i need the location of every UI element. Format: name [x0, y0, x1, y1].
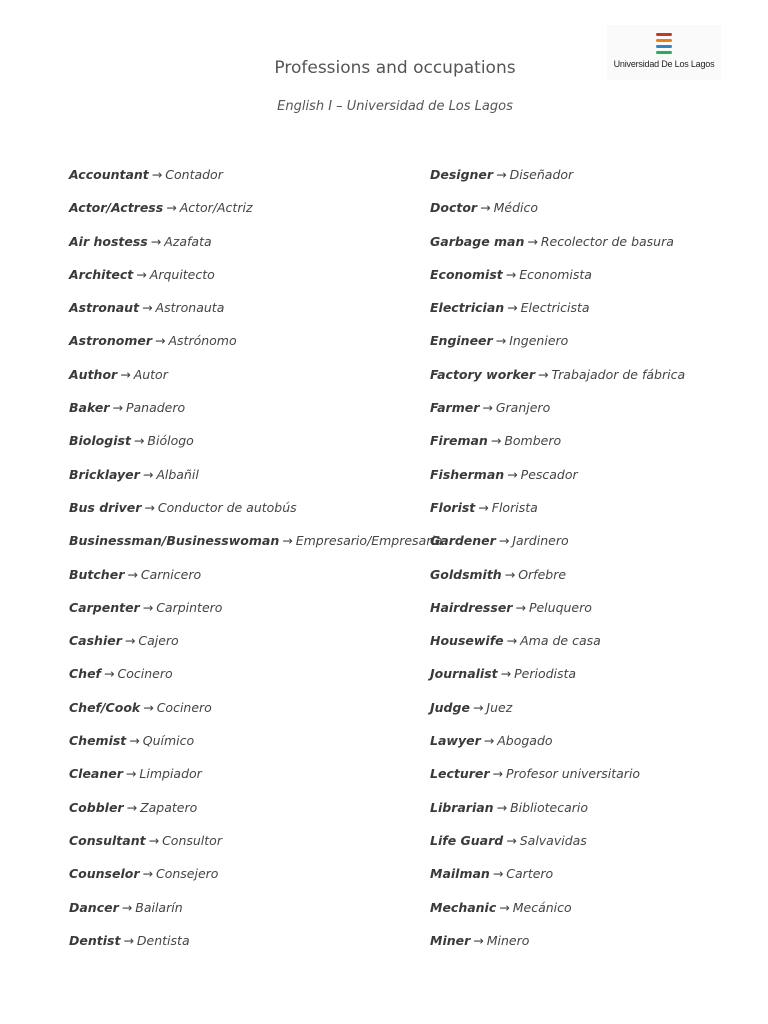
english-term: Astronomer [69, 333, 152, 349]
logo-stripe [656, 51, 672, 54]
profession-entry [430, 167, 750, 184]
spanish-translation: Médico [493, 200, 538, 216]
arrow-icon: → [496, 799, 508, 815]
english-term: Bus driver [69, 499, 142, 515]
spanish-translation: Arquitecto [149, 266, 215, 282]
spanish-translation: Salvavidas [519, 832, 587, 848]
spanish-translation: Recolector de basura [540, 233, 674, 249]
arrow-icon: → [482, 400, 493, 416]
arrow-icon: → [282, 533, 293, 549]
profession-entry [69, 567, 369, 584]
arrow-icon: → [126, 799, 138, 815]
arrow-icon: → [136, 266, 147, 282]
profession-entry [69, 467, 369, 484]
arrow-icon: → [124, 633, 136, 649]
flag-icon [656, 33, 672, 55]
arrow-icon: → [492, 766, 504, 782]
arrow-icon: → [121, 899, 133, 915]
profession-entry [69, 400, 369, 417]
spanish-translation: Granjero [495, 400, 551, 416]
profession-entry [69, 200, 369, 217]
spanish-translation: Ingeniero [509, 333, 569, 349]
profession-entry [69, 533, 443, 550]
english-term: Chemist [69, 733, 127, 749]
spanish-translation: Carnicero [140, 566, 202, 582]
spanish-translation: Conductor de autobús [157, 499, 297, 515]
arrow-icon: → [120, 366, 131, 382]
spanish-translation: Actor/Actriz [179, 200, 253, 216]
arrow-icon: → [133, 433, 145, 449]
spanish-translation: Pescador [520, 466, 578, 482]
profession-entry [69, 800, 369, 817]
spanish-translation: Trabajador de fábrica [551, 366, 686, 382]
arrow-icon: → [498, 533, 510, 549]
spanish-translation: Abogado [497, 733, 553, 749]
profession-entry [430, 467, 750, 484]
english-term: Journalist [430, 666, 498, 682]
profession-entry [69, 367, 369, 384]
english-term: Engineer [430, 333, 493, 349]
english-term: Cleaner [69, 766, 123, 782]
arrow-icon: → [538, 366, 549, 382]
profession-entry [69, 433, 369, 450]
arrow-icon: → [506, 832, 517, 848]
english-term: Designer [430, 167, 494, 182]
profession-entry [430, 567, 750, 584]
english-term: Gardener [430, 533, 496, 549]
arrow-icon: → [492, 866, 504, 882]
profession-entry [430, 733, 750, 750]
arrow-icon: → [478, 499, 489, 515]
profession-entry [430, 433, 750, 450]
english-term: Butcher [69, 566, 125, 582]
arrow-icon: → [495, 333, 507, 349]
spanish-translation: Contador [165, 167, 223, 182]
english-term: Dancer [69, 899, 119, 915]
spanish-translation: Cocinero [117, 666, 173, 682]
english-term: Judge [430, 699, 470, 715]
english-term: Fireman [430, 433, 488, 449]
profession-entry [69, 633, 369, 650]
spanish-translation: Cajero [138, 633, 179, 649]
arrow-icon: → [112, 400, 123, 416]
arrow-icon: → [144, 499, 155, 515]
profession-entry [430, 700, 750, 717]
spanish-translation: Peluquero [528, 599, 592, 615]
arrow-icon: → [473, 932, 484, 948]
profession-entry [69, 733, 369, 750]
spanish-translation: Empresario/Empresaria [295, 533, 443, 549]
english-term: Baker [69, 400, 110, 416]
arrow-icon: → [142, 866, 153, 882]
profession-entry [430, 300, 750, 317]
arrow-icon: → [129, 733, 140, 749]
english-term: Author [69, 366, 118, 382]
arrow-icon: → [142, 300, 153, 316]
logo-stripe [656, 33, 672, 36]
arrow-icon: → [490, 433, 502, 449]
arrow-icon: → [505, 266, 517, 282]
profession-entry [430, 800, 750, 817]
profession-entry [430, 766, 750, 783]
professions-left-column [69, 167, 443, 966]
page-subtitle: English I – Universidad de Los Lagos [277, 99, 513, 114]
arrow-icon: → [499, 899, 510, 915]
english-term: Carpenter [69, 599, 140, 615]
profession-entry [69, 866, 369, 883]
arrow-icon: → [151, 167, 163, 182]
spanish-translation: Albañil [156, 466, 199, 482]
arrow-icon: → [125, 766, 137, 782]
profession-entry [69, 267, 369, 284]
profession-entry [430, 367, 750, 384]
page-title: Professions and occupations [274, 58, 516, 78]
spanish-translation: Orfebre [518, 566, 567, 582]
profession-entry [69, 600, 369, 617]
english-term: Factory worker [430, 366, 535, 382]
english-term: Mechanic [430, 899, 497, 915]
profession-entry [430, 833, 750, 850]
profession-entry [69, 167, 369, 184]
english-term: Housewife [430, 633, 504, 649]
spanish-translation: Jardinero [512, 533, 569, 549]
spanish-translation: Juez [486, 699, 513, 715]
english-term: Consultant [69, 832, 146, 848]
english-term: Dentist [69, 932, 121, 948]
profession-entry [430, 666, 750, 683]
arrow-icon: → [500, 666, 512, 682]
spanish-translation: Bailarín [135, 899, 183, 915]
english-term: Accountant [69, 167, 149, 182]
english-term: Hairdresser [430, 599, 513, 615]
profession-entry [430, 234, 750, 251]
spanish-translation: Periodista [514, 666, 577, 682]
arrow-icon: → [166, 200, 177, 216]
english-term: Architect [69, 266, 134, 282]
spanish-translation: Diseñador [509, 167, 574, 182]
profession-entry [69, 300, 369, 317]
english-term: Economist [430, 266, 503, 282]
arrow-icon: → [142, 466, 154, 482]
english-term: Bricklayer [69, 466, 140, 482]
arrow-icon: → [148, 832, 160, 848]
spanish-translation: Cartero [506, 866, 554, 882]
spanish-translation: Biólogo [147, 433, 194, 449]
profession-entry [430, 900, 750, 917]
english-term: Garbage man [430, 233, 525, 249]
spanish-translation: Consejero [156, 866, 219, 882]
arrow-icon: → [143, 699, 154, 715]
profession-entry [430, 633, 750, 650]
english-term: Florist [430, 499, 476, 515]
spanish-translation: Panadero [125, 400, 186, 416]
logo-stripe [656, 39, 672, 42]
profession-entry [69, 500, 369, 517]
english-term: Actor/Actress [69, 200, 164, 216]
spanish-translation: Químico [142, 733, 195, 749]
spanish-translation: Bombero [504, 433, 562, 449]
arrow-icon: → [127, 566, 138, 582]
arrow-icon: → [507, 300, 518, 316]
english-term: Farmer [430, 400, 480, 416]
spanish-translation: Azafata [164, 233, 212, 249]
english-term: Lawyer [430, 733, 481, 749]
profession-entry [430, 600, 750, 617]
arrow-icon: → [527, 233, 538, 249]
spanish-translation: Astronauta [155, 300, 225, 316]
arrow-icon: → [496, 167, 507, 182]
english-term: Mailman [430, 866, 490, 882]
arrow-icon: → [142, 599, 154, 615]
spanish-translation: Electricista [520, 300, 590, 316]
english-term: Chef [69, 666, 101, 682]
profession-entry [430, 200, 750, 217]
arrow-icon: → [150, 233, 162, 249]
arrow-icon: → [483, 733, 495, 749]
profession-entry [69, 833, 369, 850]
logo-stripe [656, 45, 672, 48]
spanish-translation: Zapatero [140, 799, 198, 815]
profession-entry [430, 866, 750, 883]
spanish-translation: Dentista [136, 932, 190, 948]
profession-entry [69, 333, 369, 350]
english-term: Cobbler [69, 799, 124, 815]
profession-entry [430, 333, 750, 350]
english-term: Counselor [69, 866, 140, 882]
english-term: Life Guard [430, 832, 504, 848]
logo-text: Universidad De Los Lagos [613, 59, 715, 69]
english-term: Astronaut [69, 300, 140, 316]
profession-entry [69, 666, 369, 683]
spanish-translation: Autor [133, 366, 168, 382]
english-term: Electrician [430, 300, 505, 316]
spanish-translation: Mecánico [512, 899, 572, 915]
profession-entry [69, 766, 369, 783]
spanish-translation: Bibliotecario [510, 799, 589, 815]
english-term: Chef/Cook [69, 699, 141, 715]
spanish-translation: Profesor universitario [506, 766, 641, 782]
profession-entry [430, 933, 750, 950]
arrow-icon: → [155, 333, 166, 349]
spanish-translation: Consultor [162, 832, 222, 848]
arrow-icon: → [123, 932, 134, 948]
spanish-translation: Carpintero [156, 599, 223, 615]
arrow-icon: → [507, 466, 518, 482]
spanish-translation: Cocinero [156, 699, 212, 715]
profession-entry [430, 500, 750, 517]
spanish-translation: Limpiador [139, 766, 202, 782]
english-term: Air hostess [69, 233, 148, 249]
profession-entry [69, 234, 369, 251]
spanish-translation: Ama de casa [520, 633, 601, 649]
english-term: Cashier [69, 633, 122, 649]
arrow-icon: → [480, 200, 491, 216]
arrow-icon: → [104, 666, 115, 682]
spanish-translation: Astrónomo [168, 333, 237, 349]
spanish-translation: Minero [486, 932, 530, 948]
english-term: Librarian [430, 799, 494, 815]
professions-right-column [430, 167, 750, 966]
arrow-icon: → [504, 566, 516, 582]
profession-entry [69, 900, 369, 917]
english-term: Lecturer [430, 766, 490, 782]
arrow-icon: → [506, 633, 518, 649]
english-term: Goldsmith [430, 566, 502, 582]
profession-entry [69, 700, 369, 717]
spanish-translation: Florista [491, 499, 538, 515]
arrow-icon: → [472, 699, 484, 715]
spanish-translation: Economista [519, 266, 592, 282]
english-term: Fisherman [430, 466, 505, 482]
english-term: Biologist [69, 433, 131, 449]
profession-entry [69, 933, 369, 950]
profession-entry [430, 533, 750, 550]
arrow-icon: → [515, 599, 526, 615]
english-term: Miner [430, 932, 471, 948]
english-term: Doctor [430, 200, 478, 216]
english-term: Businessman/Businesswoman [69, 533, 280, 549]
profession-entry [430, 400, 750, 417]
profession-entry [430, 267, 750, 284]
